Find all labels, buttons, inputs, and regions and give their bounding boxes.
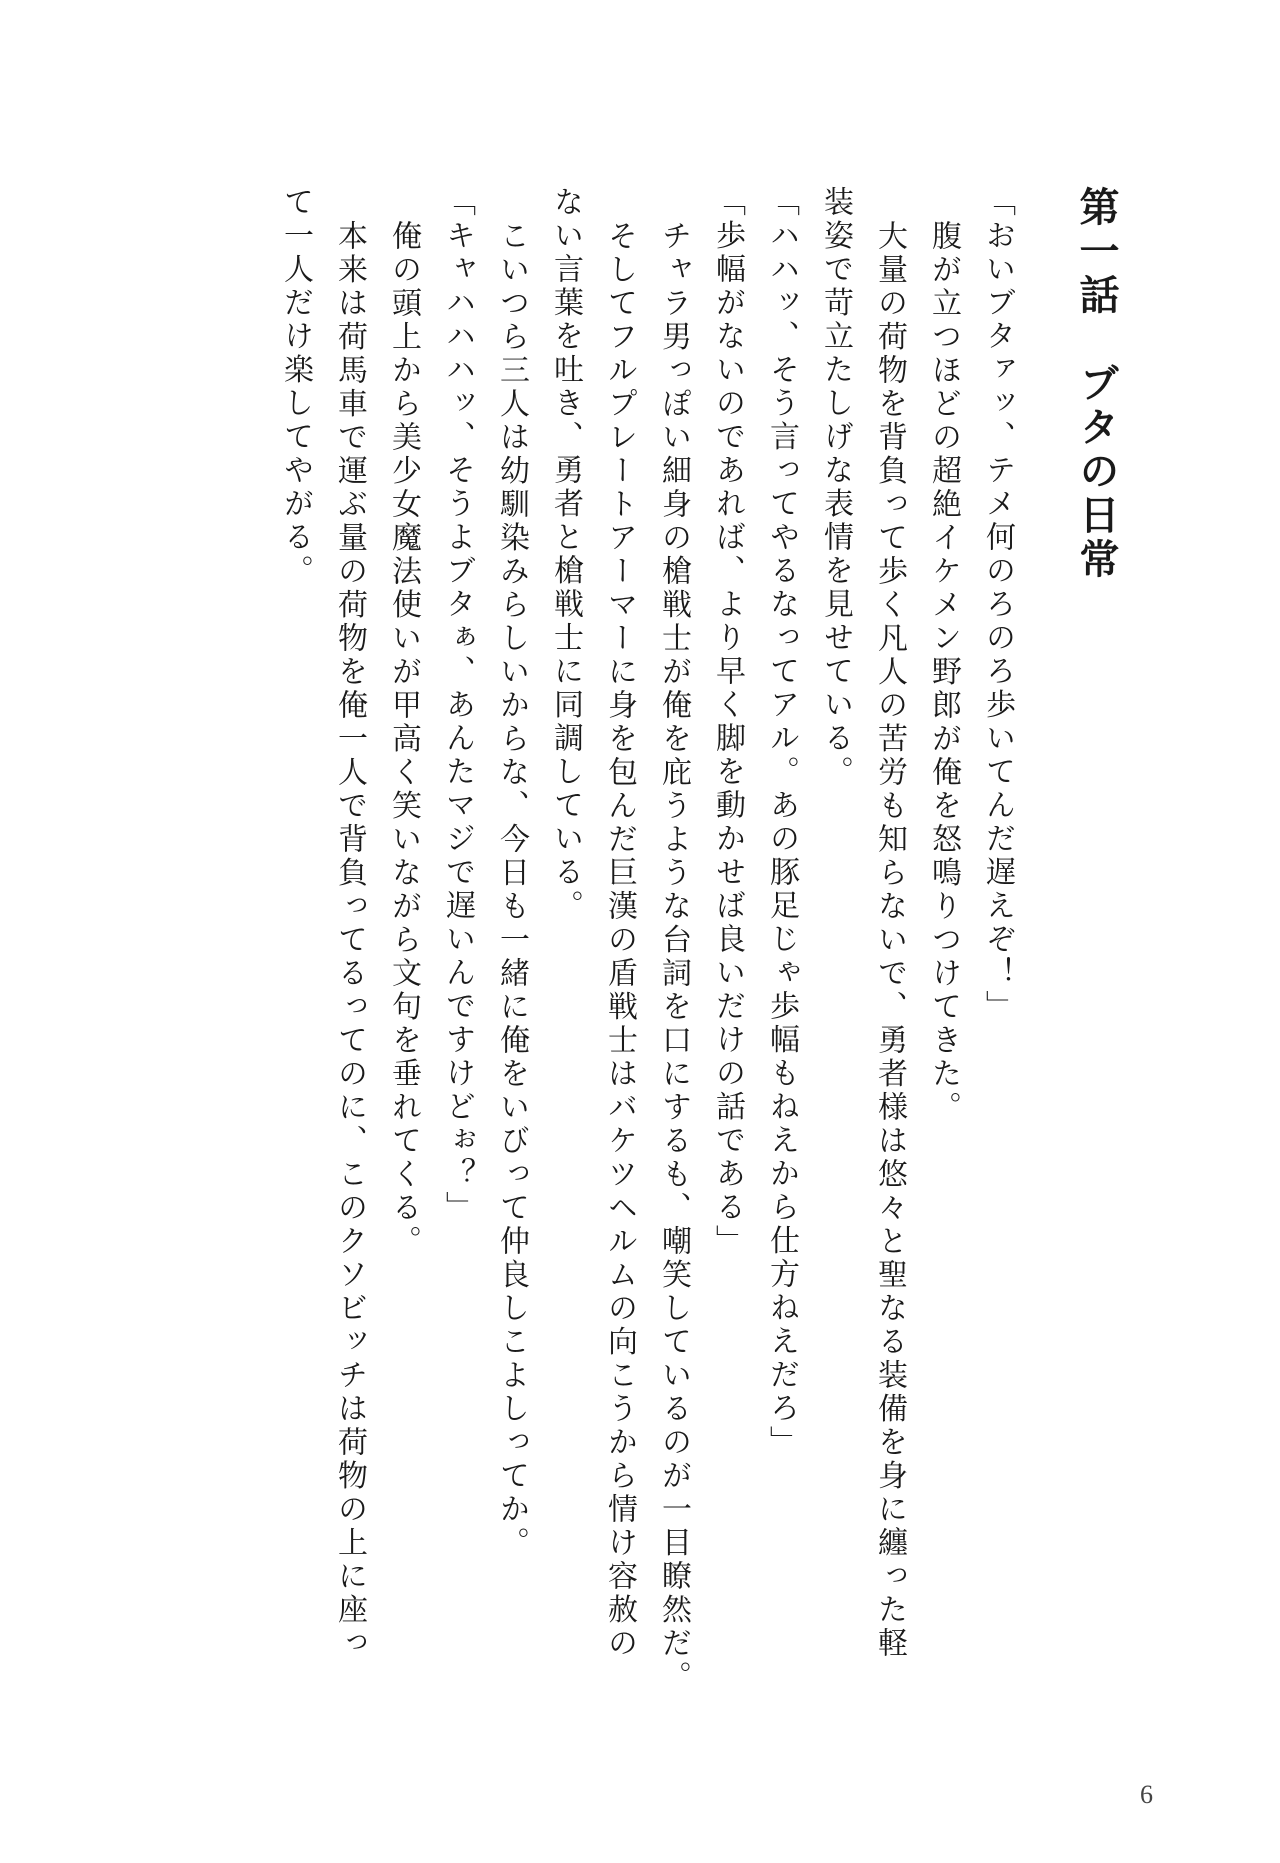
text-line: そしてフルプレートアーマーに身を包んだ巨漢の盾戦士はバケツヘルムの向こうから情け容赦の	[602, 220, 637, 1661]
text-line: 本来は荷馬車で運ぶ量の荷物を俺一人で背負ってるってのに、このクソビッチは荷物の上に座っ	[332, 220, 367, 1661]
text-line: 腹が立つほどの超絶イケメン野郎が俺を怒鳴りつけてきた。	[926, 220, 961, 1125]
text-line: 「ハハッ、そう言ってやるなってアル。あの豚足じゃ歩幅もねえから仕方ねえだろ」	[764, 186, 799, 1459]
text-line: チャラ男っぽい細身の槍戦士が俺を庇うような台詞を口にするも、嘲笑しているのが一目瞭然だ。	[656, 220, 691, 1694]
text-line: 「歩幅がないのであれば、より早く脚を動かせば良いだけの話である」	[710, 186, 745, 1258]
text-line: 大量の荷物を背負って歩く凡人の苦労も知らないで、勇者様は悠々と聖なる装備を身に纏った軽	[872, 220, 907, 1661]
text-line: 装姿で苛立たしげな表情を見せている。	[818, 186, 853, 789]
text-line: て一人だけ楽してやがる。	[278, 186, 313, 588]
text-line: ない言葉を吐き、勇者と槍戦士に同調している。	[548, 186, 583, 923]
text-line: 俺の頭上から美少女魔法使いが甲高く笑いながら文句を垂れてくる。	[386, 220, 421, 1259]
body-text	[258, 186, 1014, 1694]
chapter-title: 第一話 ブタの日常	[1073, 186, 1119, 582]
page-number: 6	[1140, 1780, 1153, 1809]
text-line: 「おいブタァッ、テメ何のろのろ歩いてんだ遅えぞ！」	[980, 186, 1015, 1024]
vertical-text-block	[258, 186, 1122, 1706]
text-line: こいつら三人は幼馴染みらしいからな、今日も一緒に俺をいびって仲良しこよしってか。	[494, 220, 529, 1560]
text-line: 「キャハハハッ、そうよブタぁ、あんたマジで遅いんですけどぉ？」	[440, 186, 475, 1225]
